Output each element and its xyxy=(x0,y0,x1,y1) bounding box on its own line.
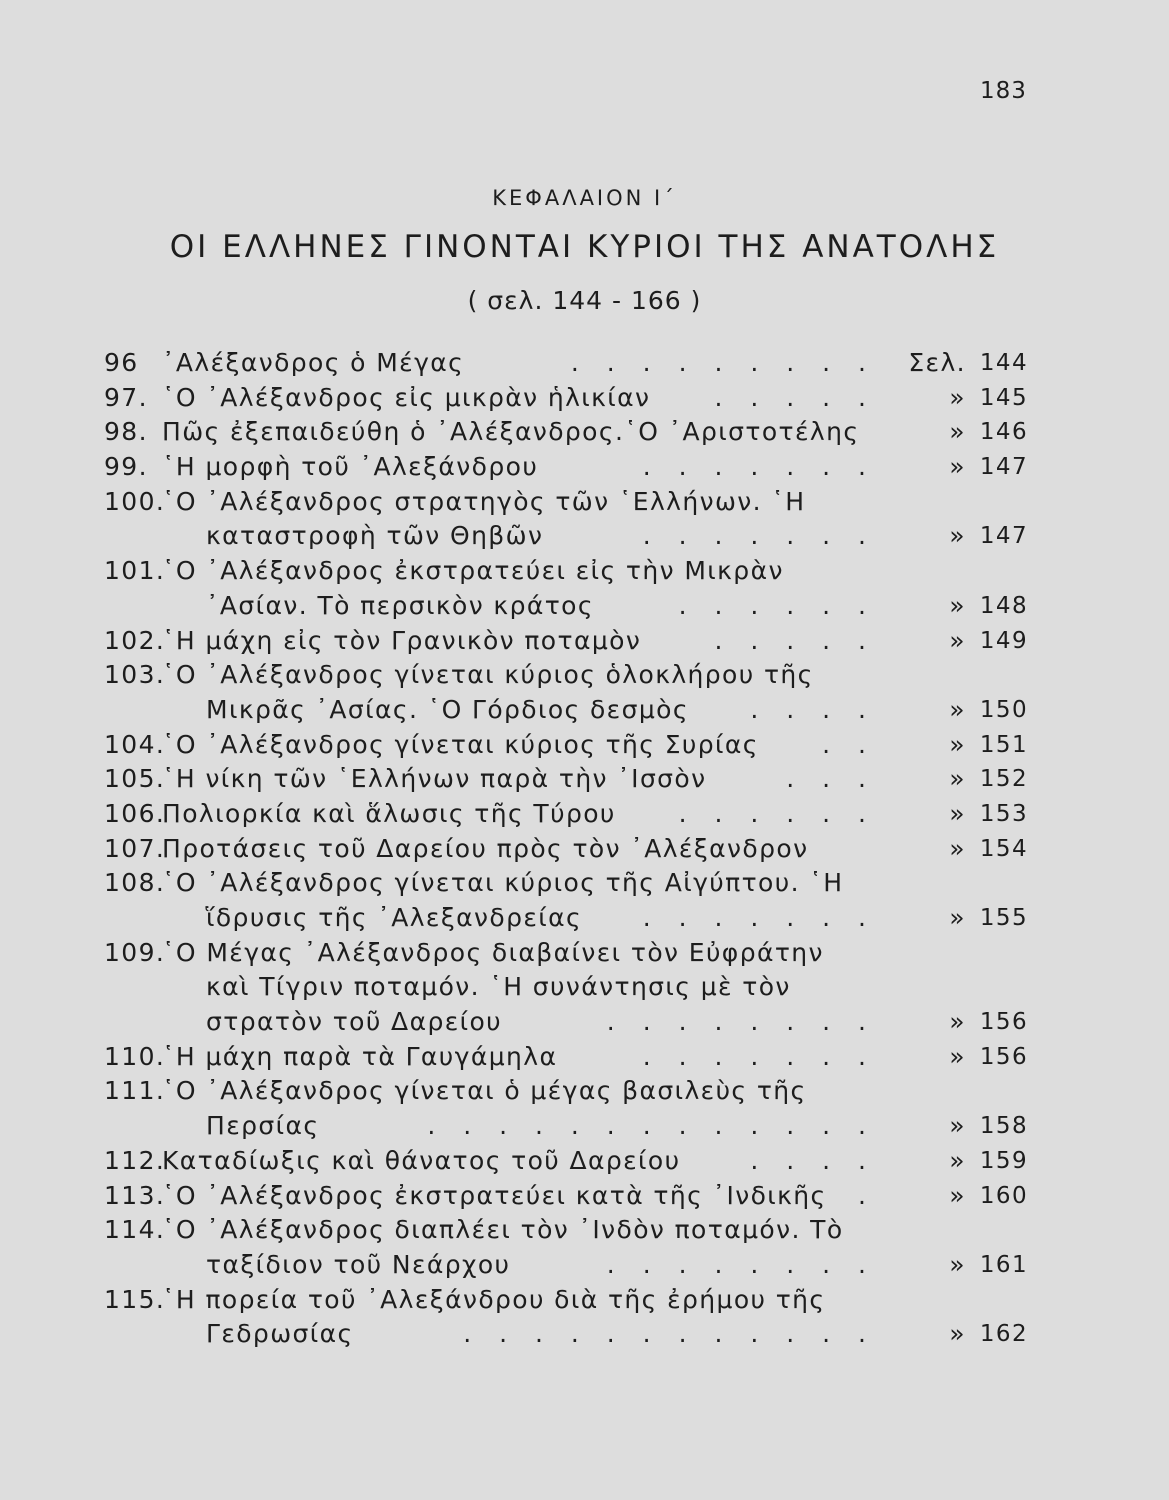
toc-title: ταξίδιον τοῦ Νεάρχου xyxy=(206,1249,511,1279)
toc-leader-dots: . . . . . . . xyxy=(642,521,876,551)
toc-leader-dots: . . . . . xyxy=(714,382,876,412)
toc-number: 103. xyxy=(104,660,166,690)
toc-line xyxy=(104,1109,1034,1144)
toc-title: ῾Ο ᾿Αλέξανδρος γίνεται κύριος τῆς Αἰγύπτου. ῾Η xyxy=(162,868,844,898)
toc-number: 112. xyxy=(104,1145,166,1175)
toc-title: ῾Ο ᾿Αλέξανδρος διαπλέει τὸν ᾿Ινδὸν ποταμόν. Τὸ xyxy=(162,1215,844,1245)
toc-line xyxy=(104,797,1034,832)
toc-page-marker: » xyxy=(949,1180,966,1210)
toc-number: 104. xyxy=(104,729,166,759)
toc-title: Πολιορκία καὶ ἅλωσις τῆς Τύρου xyxy=(162,798,616,828)
toc-leader-dots: . . . . . . xyxy=(678,590,876,620)
toc-line xyxy=(104,624,1034,659)
toc-leader-dots: . . . . . . . . . . . . xyxy=(463,1319,876,1349)
toc-page-marker: » xyxy=(949,1007,966,1037)
toc-line xyxy=(104,381,1034,416)
toc-title: ῾Ο ᾿Αλέξανδρος στρατηγὸς τῶν ῾Ελλήνων. ῾Η xyxy=(162,486,806,516)
chapter-title: ΟΙ ΕΛΛΗΝΕΣ ΓΙΝΟΝΤΑΙ ΚΥΡΙΟΙ ΤΗΣ ΑΝΑΤΟΛΗΣ xyxy=(169,229,1000,265)
toc-line xyxy=(104,1144,1034,1179)
toc-page-number: 145 xyxy=(979,384,1028,411)
toc-page-number: 154 xyxy=(979,835,1028,862)
toc-page-marker: » xyxy=(949,1319,966,1349)
toc-line xyxy=(104,970,1034,1005)
toc-title: ῾Η μορφὴ τοῦ ᾿Αλεξάνδρου xyxy=(162,452,539,482)
toc-title: Πῶς ἐξεπαιδεύθη ὁ ᾿Αλέξανδρος.῾Ο ᾿Αριστοτέλης xyxy=(162,417,860,447)
toc-number: 110. xyxy=(104,1041,166,1071)
toc-number: 97. xyxy=(104,382,148,412)
toc-title: ἵδρυσις τῆς ᾿Αλεξανδρείας xyxy=(206,903,583,932)
toc-title: ῾Ο ᾿Αλέξανδρος γίνεται κύριος τῆς Συρίας xyxy=(162,729,759,759)
toc-line xyxy=(104,866,1034,901)
toc-title: στρατὸν τοῦ Δαρείου xyxy=(206,1007,503,1037)
toc-title: Περσίας xyxy=(206,1111,320,1141)
toc-page-marker: » xyxy=(949,694,966,724)
toc-page-number: 158 xyxy=(979,1113,1028,1140)
toc-line xyxy=(104,1074,1034,1109)
toc-line xyxy=(104,728,1034,763)
toc-line xyxy=(104,762,1034,797)
toc-number: 105. xyxy=(104,764,166,794)
toc-page-number: 153 xyxy=(979,800,1028,827)
table-of-contents xyxy=(104,346,1034,1352)
toc-page-number: 161 xyxy=(979,1251,1028,1278)
toc-line xyxy=(104,589,1034,624)
toc-page-number: 160 xyxy=(979,1182,1028,1209)
toc-title: ῾Ο ᾿Αλέξανδρος ἐκστρατεύει κατὰ τῆς ᾿Ινδικῆς xyxy=(162,1180,827,1210)
toc-leader-dots: . . . . . . . xyxy=(642,903,876,932)
toc-leader-dots: . . . . . . . . xyxy=(606,1249,876,1279)
toc-page-number: 144 xyxy=(979,350,1028,376)
toc-line xyxy=(104,1040,1034,1075)
toc-number: 100. xyxy=(104,486,166,516)
toc-line xyxy=(104,415,1034,450)
toc-page-marker: » xyxy=(949,764,966,794)
toc-number: 106. xyxy=(104,798,166,828)
toc-leader-dots: . . . xyxy=(786,764,876,794)
toc-line xyxy=(104,658,1034,693)
toc-leader-dots: . . . . . . xyxy=(678,798,876,828)
toc-line xyxy=(104,1213,1034,1248)
toc-page-number: 148 xyxy=(979,592,1028,619)
toc-line xyxy=(104,554,1034,589)
toc-title: καταστροφὴ τῶν Θηβῶν xyxy=(206,521,544,551)
toc-line xyxy=(104,485,1034,520)
toc-page-marker: » xyxy=(949,729,966,759)
toc-number: 109. xyxy=(104,937,166,967)
toc-page-number: 147 xyxy=(979,523,1028,550)
page-number: 183 xyxy=(980,78,1027,104)
toc-page-number: 162 xyxy=(979,1321,1028,1348)
toc-page-marker: » xyxy=(949,521,966,551)
toc-title: ῾Ο ᾿Αλέξανδρος γίνεται ὁ μέγας βασιλεὺς τῆς xyxy=(162,1076,807,1106)
toc-number: 115. xyxy=(104,1284,166,1314)
toc-page-marker: » xyxy=(949,1249,966,1279)
toc-leader-dots: . . . . xyxy=(750,1145,876,1175)
toc-title: ᾿Αλέξανδρος ὁ Μέγας xyxy=(162,348,465,377)
toc-leader-dots: . . . . . . . xyxy=(642,1041,876,1071)
toc-page-marker: » xyxy=(949,417,966,447)
toc-number: 101. xyxy=(104,556,166,586)
toc-title: ῾Ο ᾿Αλέξανδρος ἐκστρατεύει εἰς τὴν Μικρὰν xyxy=(162,556,784,586)
toc-line xyxy=(104,936,1034,971)
toc-number: 96 xyxy=(104,348,139,377)
toc-page-marker: » xyxy=(949,590,966,620)
toc-page-number: 149 xyxy=(979,627,1028,654)
toc-leader-dots: . . . . . . . . . xyxy=(570,348,876,377)
toc-number: 111. xyxy=(104,1076,166,1106)
toc-page-number: 156 xyxy=(979,1009,1028,1036)
toc-page-number: 159 xyxy=(979,1147,1028,1174)
toc-line xyxy=(104,450,1034,485)
toc-page-marker: » xyxy=(949,452,966,482)
toc-page-number: 155 xyxy=(979,905,1028,931)
toc-page-marker: Σελ. xyxy=(908,348,966,377)
toc-number: 99. xyxy=(104,452,148,482)
toc-title: ῾Ο ᾿Αλέξανδρος εἰς μικρὰν ἡλικίαν xyxy=(162,382,651,412)
toc-page-number: 152 xyxy=(979,766,1028,793)
toc-line xyxy=(104,1317,1034,1352)
toc-page-marker: » xyxy=(949,903,966,932)
toc-number: 113. xyxy=(104,1180,166,1210)
toc-title: ῾Ο ᾿Αλέξανδρος γίνεται κύριος ὁλοκλήρου τῆς xyxy=(162,660,814,690)
toc-title: Καταδίωξις καὶ θάνατος τοῦ Δαρείου xyxy=(162,1145,681,1175)
page-range: ( σελ. 144 - 166 ) xyxy=(467,286,702,315)
toc-number: 114. xyxy=(104,1215,166,1245)
toc-leader-dots: . . . . . . . . . . . . . xyxy=(427,1111,876,1141)
toc-leader-dots: . . xyxy=(822,729,876,759)
toc-line xyxy=(104,1005,1034,1040)
toc-title: ῾Η πορεία τοῦ ᾿Αλεξάνδρου διὰ τῆς ἐρήμου τῆς xyxy=(162,1284,826,1314)
toc-page-marker: » xyxy=(949,1145,966,1175)
toc-title: ῾Η μάχη εἰς τὸν Γρανικὸν ποταμὸν xyxy=(162,625,642,655)
toc-page-number: 150 xyxy=(979,696,1028,723)
toc-page-marker: » xyxy=(949,625,966,655)
toc-number: 108. xyxy=(104,868,166,898)
toc-page-number: 146 xyxy=(979,419,1028,446)
toc-number: 107. xyxy=(104,833,166,863)
toc-page-marker: » xyxy=(949,1111,966,1141)
toc-line xyxy=(104,346,1034,381)
toc-page-marker: » xyxy=(949,1041,966,1071)
toc-page-marker: » xyxy=(949,798,966,828)
toc-title: Γεδρωσίας xyxy=(206,1319,354,1349)
toc-line xyxy=(104,1283,1034,1318)
toc-leader-dots: . . . . . . . . xyxy=(606,1007,876,1037)
toc-title: ῾Η νίκη τῶν ῾Ελλήνων παρὰ τὴν ᾿Ισσὸν xyxy=(162,764,707,794)
toc-title: ῾Ο Μέγας ᾿Αλέξανδρος διαβαίνει τὸν Εὐφράτην xyxy=(162,937,824,967)
toc-leader-dots: . . . . xyxy=(750,694,876,724)
toc-number: 102. xyxy=(104,625,166,655)
toc-page-number: 151 xyxy=(979,731,1028,758)
toc-title: καὶ Τίγριν ποταμόν. ῾Η συνάντησις μὲ τὸν xyxy=(206,972,791,1002)
toc-line xyxy=(104,1179,1034,1214)
toc-leader-dots: . xyxy=(858,1180,876,1210)
toc-page-number: 147 xyxy=(979,454,1028,481)
toc-leader-dots: . . . . . xyxy=(714,625,876,655)
chapter-label: ΚΕΦΑΛΑΙΟΝ Ι΄ xyxy=(492,186,677,210)
toc-line xyxy=(104,693,1034,728)
toc-line xyxy=(104,901,1034,936)
toc-number: 98. xyxy=(104,417,148,447)
toc-leader-dots: . . . . . . . xyxy=(642,452,876,482)
toc-title: ᾿Ασίαν. Τὸ περσικὸν κράτος xyxy=(206,590,594,620)
toc-title: Προτάσεις τοῦ Δαρείου πρὸς τὸν ᾿Αλέξανδρον xyxy=(162,833,809,863)
toc-title: ῾Η μάχη παρὰ τὰ Γαυγάμηλα xyxy=(162,1041,558,1071)
toc-line xyxy=(104,1248,1034,1283)
toc-title: Μικρᾶς ᾿Ασίας. ῾Ο Γόρδιος δεσμὸς xyxy=(206,694,689,724)
toc-page-marker: » xyxy=(949,382,966,412)
toc-line xyxy=(104,832,1034,867)
toc-page-number: 156 xyxy=(979,1043,1028,1070)
toc-line xyxy=(104,519,1034,554)
toc-page-marker: » xyxy=(949,833,966,863)
